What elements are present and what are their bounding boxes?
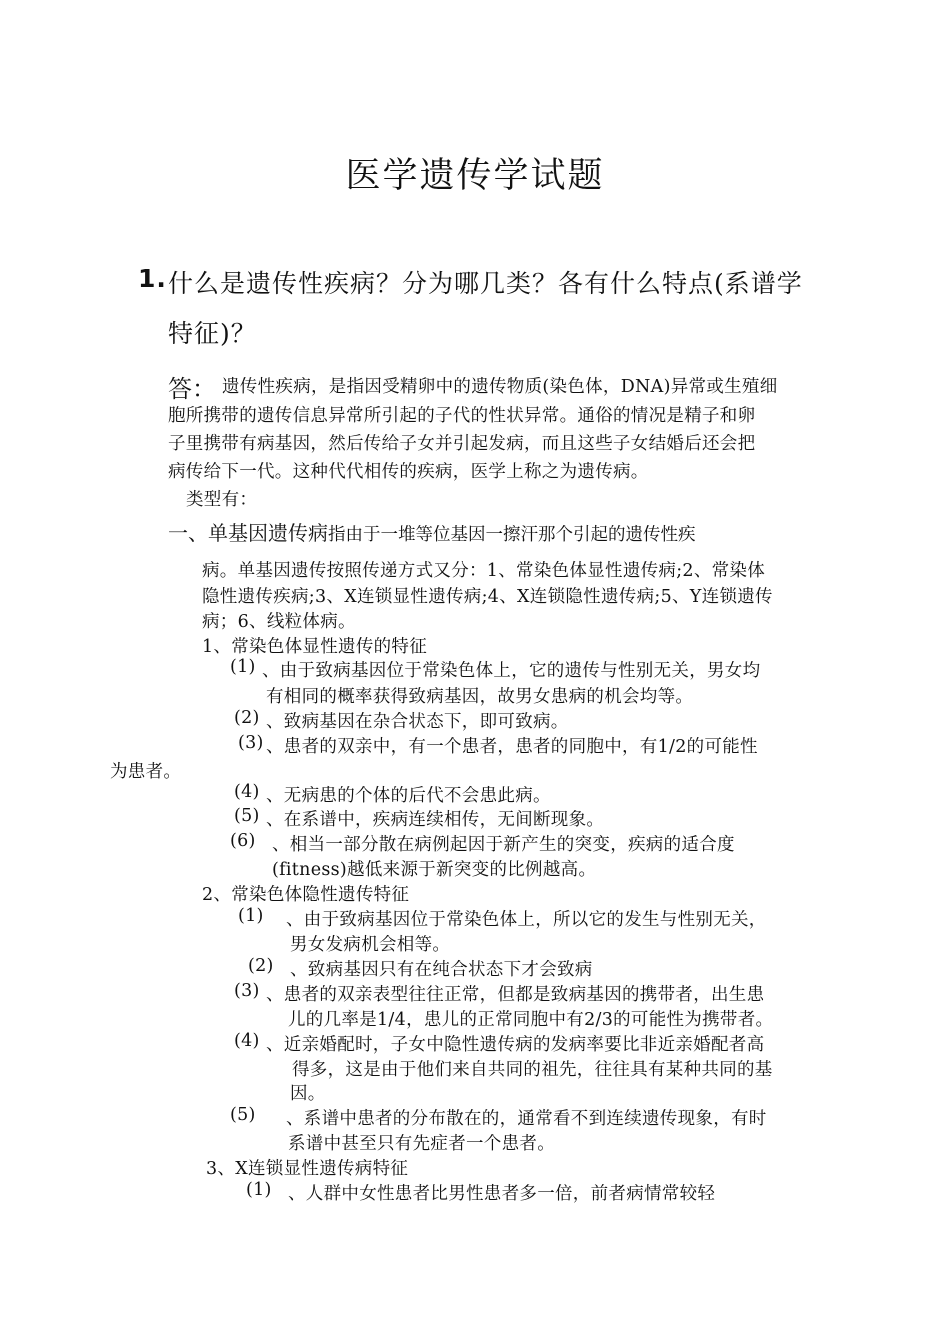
sub2-item-3-num: (3) xyxy=(234,981,260,1001)
question-line-2: 特征)？ xyxy=(168,319,257,348)
sub2-item-3-line-2: 儿的几率是1/4，患儿的正常同胞中有2/3的可能性为携带者。 xyxy=(288,1010,774,1030)
sub3-item-1-line-1: 、人群中女性患者比男性患者多一倍，前者病情常较轻 xyxy=(288,1184,716,1204)
sub2-item-4-line-3: 因。 xyxy=(290,1084,326,1104)
sub2-item-4-num: (4) xyxy=(234,1031,260,1051)
sub1-item-4-num: (4) xyxy=(234,782,260,802)
sub2-item-3-line-1: 、患者的双亲表型往往正常，但都是致病基因的携带者，出生患 xyxy=(266,985,765,1005)
section1-heading: 一、单基因遗传病指由于一堆等位基因一擦汗那个引起的遗传性疾 xyxy=(168,521,696,545)
sub2-item-1-line-1: 、由于致病基因位于常染色体上，所以它的发生与性别无关， xyxy=(286,910,767,930)
sub2-item-5-num: (5) xyxy=(230,1105,256,1125)
sub1-item-3-num: (3) xyxy=(238,733,264,753)
answer-label: 答： xyxy=(168,375,216,403)
page-title: 医学遗传学试题 xyxy=(345,156,605,196)
sub1-item-1-line-2: 有相同的概率获得致病基因，故男女患病的机会均等。 xyxy=(266,687,694,707)
section1-intro-line-3: 病；6、线粒体病。 xyxy=(202,612,356,632)
sub1-item-6-line-1: 、相当一部分散在病例起因于新产生的突变，疾病的适合度 xyxy=(272,835,735,855)
sub2-item-1-num: (1) xyxy=(238,906,264,926)
sub1-item-2-num: (2) xyxy=(234,708,260,728)
sub1-item-5-line-1: 、在系谱中，疾病连续相传，无间断现象。 xyxy=(266,810,605,830)
sub1-item-1-num: (1) xyxy=(230,657,256,677)
section1-intro-line-2: 隐性遗传疾病;3、X连锁显性遗传病;4、X连锁隐性遗传病;5、Y连锁遗传 xyxy=(202,587,773,607)
sub1-item-5-num: (5) xyxy=(234,806,260,826)
types-label: 类型有： xyxy=(186,490,258,510)
sub2-item-1-line-2: 男女发病机会相等。 xyxy=(290,935,451,955)
sub2-item-4-line-1: 、近亲婚配时，子女中隐性遗传病的发病率要比非近亲婚配者高 xyxy=(266,1035,765,1055)
sub1-item-4-line-1: 、无病患的个体的后代不会患此病。 xyxy=(266,786,551,806)
sub2-item-5-line-1: 、系谱中患者的分布散在的，通常看不到连续遗传现象，有时 xyxy=(286,1109,767,1129)
sub1-item-3-line-1: 、患者的双亲中，有一个患者，患者的同胞中，有1/2的可能性 xyxy=(266,737,758,757)
sub2-item-5-line-2: 系谱中甚至只有先症者一个患者。 xyxy=(288,1134,555,1154)
sub1-item-1-line-1: 、由于致病基因位于常染色体上，它的遗传与性别无关，男女均 xyxy=(262,661,761,681)
sub1-heading: 1、常染色体显性遗传的特征 xyxy=(202,637,428,657)
question-line-1: 什么是遗传性疾病？分为哪几类？各有什么特点(系谱学 xyxy=(168,269,803,298)
sub2-heading: 2、常染色体隐性遗传特征 xyxy=(202,885,410,905)
sub3-item-1-num: (1) xyxy=(246,1180,272,1200)
sub1-item-3-line-2: 为患者。 xyxy=(110,762,182,782)
answer-line-2: 胞所携带的遗传信息异常所引起的子代的性状异常。通俗的情况是精子和卵 xyxy=(168,406,756,426)
answer-line-1: 遗传性疾病，是指因受精卵中的遗传物质(染色体，DNA)异常或生殖细 xyxy=(222,377,778,397)
sub1-item-6-line-2: (fitness)越低来源于新突变的比例越高。 xyxy=(272,860,597,880)
sub2-item-2-num: (2) xyxy=(248,956,274,976)
answer-line-3: 子里携带有病基因，然后传给子女并引起发病，而且这些子女结婚后还会把 xyxy=(168,434,756,454)
sub1-item-6-num: (6) xyxy=(230,831,256,851)
sub3-heading: 3、X连锁显性遗传病特征 xyxy=(206,1159,409,1179)
answer-line-4: 病传给下一代。这种代代相传的疾病，医学上称之为遗传病。 xyxy=(168,462,649,482)
section1-intro-line-1: 病。单基因遗传按照传递方式又分：1、常染色体显性遗传病;2、常染体 xyxy=(202,561,766,581)
sub2-item-2-line-1: 、致病基因只有在纯合状态下才会致病 xyxy=(290,960,593,980)
question-number: 1. xyxy=(138,264,167,293)
sub2-item-4-line-2: 得多，这是由于他们来自共同的祖先，往往具有某种共同的基 xyxy=(292,1060,773,1080)
sub1-item-2-line-1: 、致病基因在杂合状态下，即可致病。 xyxy=(266,712,569,732)
